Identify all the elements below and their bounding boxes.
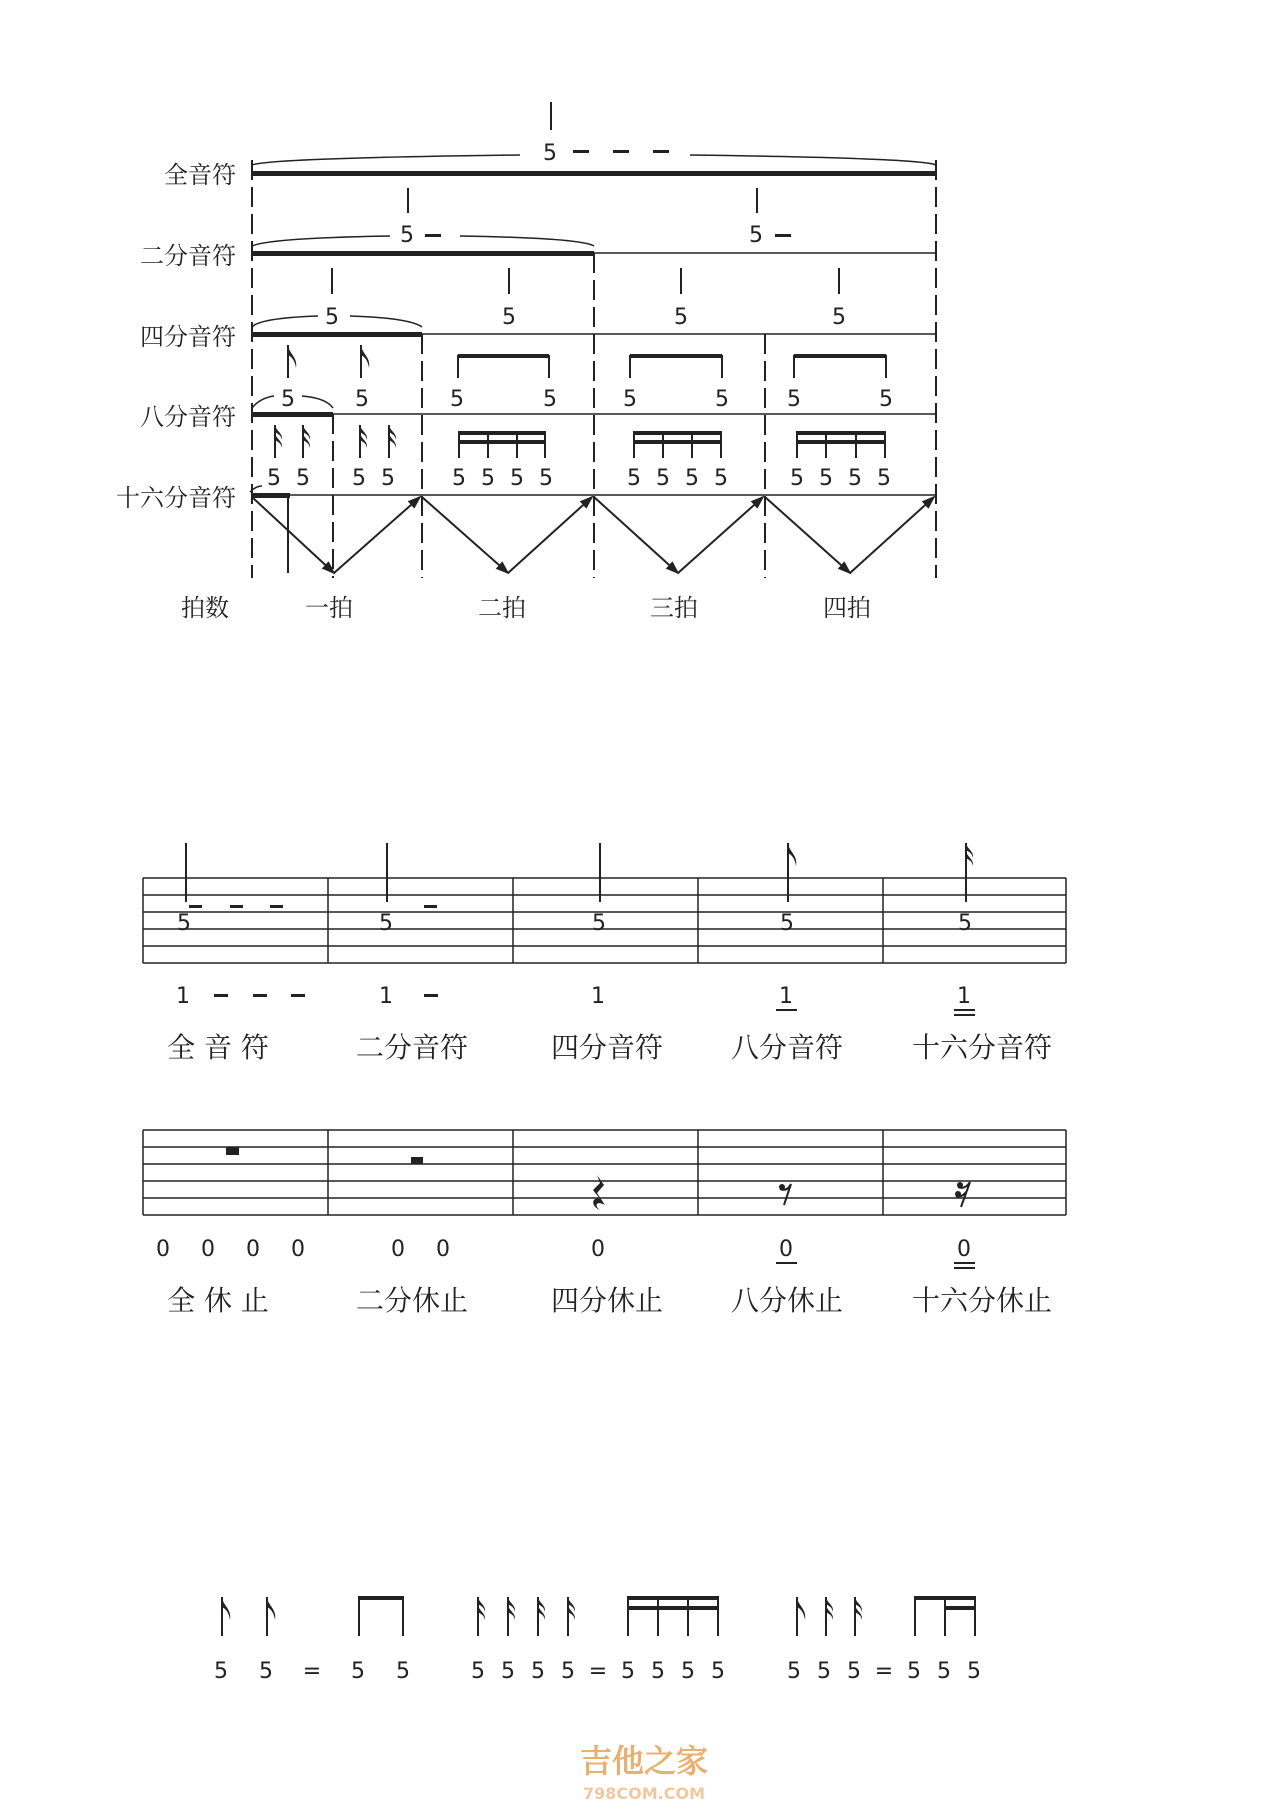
eighth-note-digit-6: 5 — [715, 387, 729, 412]
eq2-digit-3: 5 — [531, 1659, 545, 1684]
note-stems — [186, 843, 966, 902]
jianpu-rest-whole-2: 0 — [201, 1237, 215, 1262]
jianpu-eighth-digit: 1 — [779, 984, 793, 1009]
caption-quarter-rest: 四分休止 — [550, 1284, 664, 1317]
eq2-digit-7: 5 — [681, 1659, 695, 1684]
half-dash — [424, 905, 437, 908]
jianpu-rest-sixteenth: 0 — [957, 1237, 971, 1262]
eq1-digit-4: 5 — [396, 1659, 410, 1684]
eq3-equals: = — [874, 1659, 894, 1684]
jianpu-rest-whole-4: 0 — [291, 1237, 305, 1262]
eighth-rest-icon — [779, 1184, 791, 1205]
whole-rest-icon — [226, 1147, 239, 1155]
half-note-brace-left — [252, 236, 390, 246]
sixteenth-note-flags — [275, 425, 396, 458]
caption-eighth-rest: 八分休止 — [730, 1284, 844, 1317]
caption-whole-rest: 全 休 止 — [167, 1284, 269, 1317]
sixteenth-note-digit-5: 5 — [452, 466, 466, 491]
quarter-note-digit-4: 5 — [832, 305, 846, 330]
sixteenth-flag-icon — [966, 843, 973, 866]
half-note-dash-2 — [775, 234, 791, 237]
staff-digit-whole: 5 — [177, 911, 191, 936]
sixteenth-note-digit-15: 5 — [848, 466, 862, 491]
sixteenth-note-digit-12: 5 — [714, 466, 728, 491]
eq2-digit-1: 5 — [471, 1659, 485, 1684]
whole-dash-2 — [230, 905, 243, 908]
half-note-stems — [408, 188, 757, 213]
eighth-note-digit-4: 5 — [543, 387, 557, 412]
beat-label-3: 三拍 — [650, 594, 698, 622]
sixteenth-note-digit-9: 5 — [627, 466, 641, 491]
eq2-digit-5: 5 — [621, 1659, 635, 1684]
eighth-note-beams — [458, 356, 886, 378]
eighth-note-digit-5: 5 — [623, 387, 637, 412]
half-note-dash-1 — [425, 234, 441, 237]
sixteenth-note-digit-10: 5 — [656, 466, 670, 491]
eq2-digit-4: 5 — [561, 1659, 575, 1684]
eq3-digit-4: 5 — [907, 1659, 921, 1684]
beat-label-4: 四拍 — [823, 594, 871, 622]
eq2-equals: = — [588, 1659, 608, 1684]
row-label-whole: 全音符 — [164, 161, 236, 189]
whole-dash-3 — [270, 905, 283, 908]
beamed-sixteenths — [627, 1597, 719, 1636]
caption-whole-note: 全 音 符 — [167, 1031, 269, 1064]
note-values-staff — [143, 843, 1066, 1064]
staff-notes — [189, 905, 437, 908]
sixteenth-note-beams — [458, 433, 886, 458]
staff-digit-half: 5 — [379, 911, 393, 936]
eq3-digit-2: 5 — [817, 1659, 831, 1684]
quarter-note-stems — [332, 268, 839, 294]
quarter-note-brace-left — [252, 316, 318, 327]
caption-eighth-note: 八分音符 — [730, 1031, 844, 1064]
quarter-note-digit-2: 5 — [502, 305, 516, 330]
sixteenth-note-digit-7: 5 — [510, 466, 524, 491]
half-note-digit-1: 5 — [400, 223, 414, 248]
caption-half-note: 二分音符 — [355, 1031, 469, 1064]
jianpu-rest-half-1: 0 — [391, 1237, 405, 1262]
site-watermark — [580, 1742, 708, 1803]
eighth-note-digit-7: 5 — [787, 387, 801, 412]
sixteenth-note-digit-4: 5 — [381, 466, 395, 491]
jianpu-rest-half-2: 0 — [436, 1237, 450, 1262]
eq2-digit-2: 5 — [501, 1659, 515, 1684]
sixteenth-note-digit-2: 5 — [296, 466, 310, 491]
beat-count-label: 拍数 — [181, 594, 229, 622]
watermark-name: 吉他之家 — [579, 1742, 709, 1780]
whole-note-extension-dashes — [573, 150, 669, 153]
caption-sixteenth-rest: 十六分休止 — [911, 1284, 1053, 1317]
beat-label-2: 二拍 — [478, 594, 526, 622]
eq2-digit-6: 5 — [651, 1659, 665, 1684]
jianpu-half-digit: 1 — [379, 984, 393, 1009]
sixteenth-note-digit-3: 5 — [352, 466, 366, 491]
note-value-tree — [116, 102, 936, 622]
sixteenth-note-digit-14: 5 — [819, 466, 833, 491]
whole-note-brace-right — [690, 155, 936, 165]
eighth-note-digit-3: 5 — [450, 387, 464, 412]
staff-digit-quarter: 5 — [592, 911, 606, 936]
eq2-digit-8: 5 — [711, 1659, 725, 1684]
eighth-note-digit-1: 5 — [281, 387, 295, 412]
quarter-note-digit-3: 5 — [674, 305, 688, 330]
beamed-mixed — [914, 1597, 976, 1636]
eq3-digit-3: 5 — [847, 1659, 861, 1684]
jianpu-whole-digit: 1 — [176, 984, 190, 1009]
eighth-flag-icon — [788, 843, 796, 866]
sixteenth-note-digit-11: 5 — [685, 466, 699, 491]
beaming-equivalences — [214, 1597, 981, 1684]
sixteenth-rest-icon — [955, 1182, 970, 1207]
half-note-brace-right — [460, 236, 594, 246]
staff-digit-sixteenth: 5 — [958, 911, 972, 936]
jianpu-rest-whole-1: 0 — [156, 1237, 170, 1262]
caption-sixteenth-note: 十六分音符 — [911, 1031, 1053, 1064]
rest-values-staff — [143, 1130, 1066, 1317]
jianpu-dashes — [214, 994, 438, 997]
row-label-quarter: 四分音符 — [140, 323, 236, 351]
quarter-note-digit-1: 5 — [325, 305, 339, 330]
staff-digit-eighth: 5 — [780, 911, 794, 936]
beamed-eighths — [358, 1597, 404, 1636]
sixteenth-note-digit-16: 5 — [877, 466, 891, 491]
jianpu-rest-eighth: 0 — [779, 1237, 793, 1262]
flagged-eighths — [222, 1597, 275, 1636]
row-label-half: 二分音符 — [140, 242, 236, 270]
beat-label-1: 一拍 — [305, 594, 353, 622]
half-note-digit-2: 5 — [749, 223, 763, 248]
whole-dash-1 — [189, 905, 202, 908]
sixteenth-note-digit-1: 5 — [267, 466, 281, 491]
sixteenth-note-digit-13: 5 — [790, 466, 804, 491]
jianpu-rest-whole-3: 0 — [246, 1237, 260, 1262]
flagged-mixed — [797, 1597, 862, 1636]
beat-divider-lines — [252, 160, 936, 578]
whole-note-brace-left — [252, 155, 520, 165]
eq1-digit-1: 5 — [214, 1659, 228, 1684]
eq1-digit-2: 5 — [259, 1659, 273, 1684]
eq3-digit-5: 5 — [937, 1659, 951, 1684]
caption-quarter-note: 四分音符 — [550, 1031, 664, 1064]
jianpu-sixteenth-digit: 1 — [957, 984, 971, 1009]
watermark-url: 798COM.COM — [582, 1784, 706, 1803]
quarter-note-brace-right — [350, 316, 422, 327]
eq3-digit-1: 5 — [787, 1659, 801, 1684]
eq1-equals: = — [302, 1659, 322, 1684]
eighth-note-flags — [288, 345, 369, 378]
whole-note-digit: 5 — [543, 141, 557, 166]
eq1-digit-3: 5 — [351, 1659, 365, 1684]
eighth-note-digit-2: 5 — [355, 387, 369, 412]
jianpu-quarter-digit: 1 — [591, 984, 605, 1009]
flagged-sixteenths — [478, 1597, 575, 1636]
sixteenth-note-digit-8: 5 — [539, 466, 553, 491]
eighth-note-brace-right — [302, 396, 333, 408]
eq3-digit-6: 5 — [967, 1659, 981, 1684]
caption-half-rest: 二分休止 — [355, 1284, 469, 1317]
eighth-note-brace-left — [252, 396, 274, 408]
jianpu-rest-quarter: 0 — [591, 1237, 605, 1262]
rest-staff-lines — [143, 1130, 1066, 1215]
row-label-sixteenth: 十六分音符 — [116, 484, 236, 512]
eighth-note-digit-8: 5 — [879, 387, 893, 412]
sixteenth-note-digit-6: 5 — [481, 466, 495, 491]
row-label-eighth: 八分音符 — [140, 403, 236, 431]
half-rest-icon — [411, 1157, 423, 1164]
